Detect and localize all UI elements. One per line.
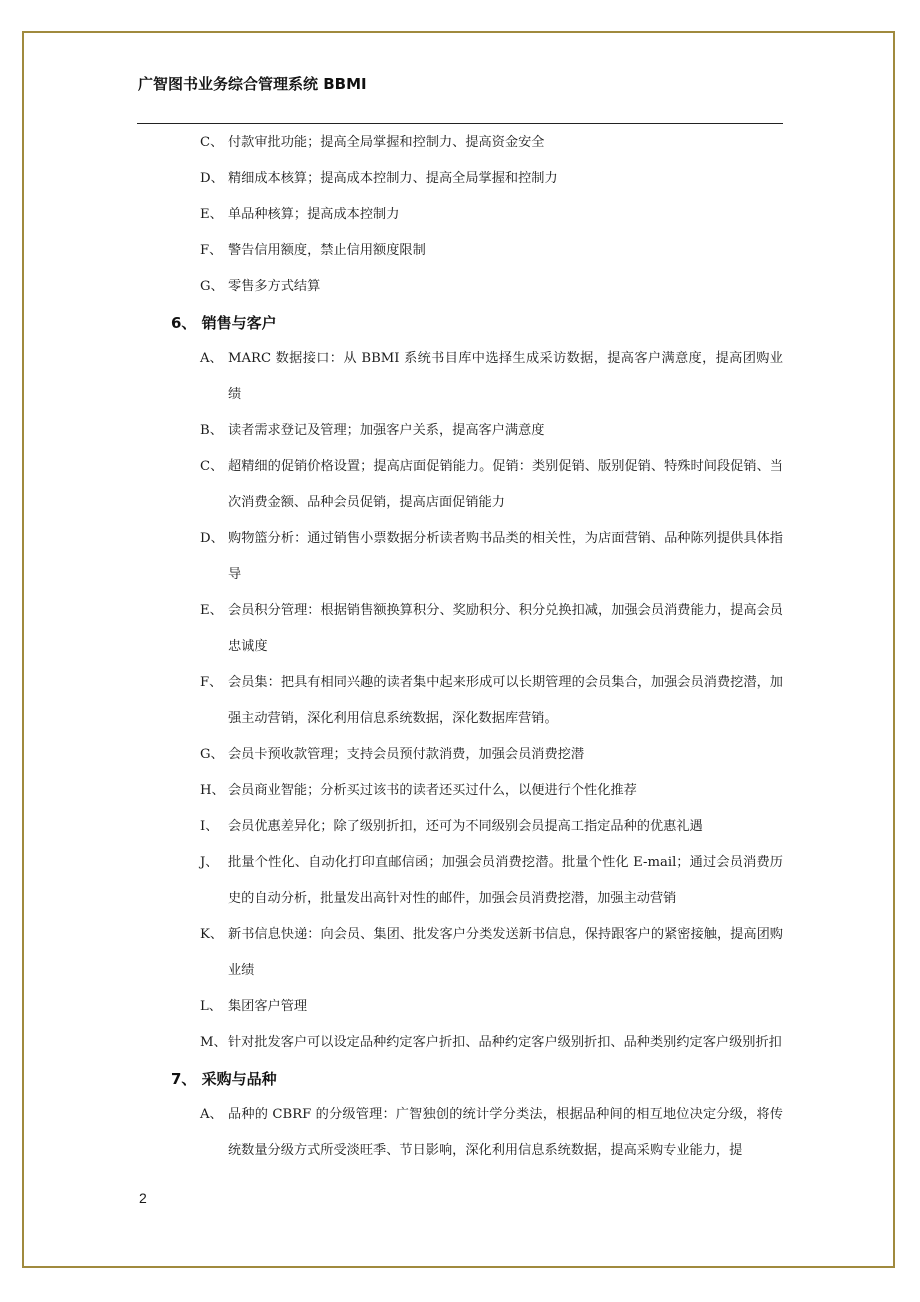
list-item (200, 1097, 783, 1169)
list-item-text: 会员集：把具有相同兴趣的读者集中起来形成可以长期管理的会员集合，加强会员消费挖潜，加强主动营销，深化利用信息系统数据，深化数据库营销。 (228, 675, 783, 726)
list-item-text: 超精细的促销价格设置；提高店面促销能力。促销：类别促销、版别促销、特殊时间段促销、当次消费金额、品种会员促销，提高店面促销能力 (228, 459, 783, 510)
list-item-marker: E、 (200, 207, 223, 222)
list-item-text: 新书信息快递：向会员、集团、批发客户分类发送新书信息，保持跟客户的紧密接触，提高团购业绩 (228, 927, 783, 978)
list-item (200, 413, 783, 449)
header-divider (137, 123, 783, 124)
list-item-marker: A、 (200, 1107, 223, 1122)
list-item-text: 会员商业智能；分析买过该书的读者还买过什么，以便进行个性化推荐 (228, 783, 637, 798)
list-item-marker: F、 (200, 243, 223, 258)
list-item-text: 品种的 CBRF 的分级管理：广智独创的统计学分类法，根据品种间的相互地位决定分级，将传统数量分级方式所受淡旺季、节日影响，深化利用信息系统数据，提高采购专业能力，提 (228, 1107, 783, 1158)
list-item-marker: B、 (200, 423, 223, 438)
list-item-text: 集团客户管理 (228, 999, 308, 1014)
list-item-text: 批量个性化、自动化打印直邮信函；加强会员消费挖潜。批量个性化 E-mail；通过会员消费历史的自动分析，批量发出高针对性的邮件，加强会员消费挖潜，加强主动营销 (228, 855, 783, 906)
list-item (200, 773, 783, 809)
list-item-marker: K、 (200, 927, 224, 942)
list-item-text: 付款审批功能；提高全局掌握和控制力、提高资金安全 (228, 135, 545, 150)
list-item-marker: G、 (200, 279, 224, 294)
list-item (200, 449, 783, 521)
list-item-marker: C、 (200, 135, 224, 150)
list-item (200, 161, 783, 197)
list-item-text: 单品种核算；提高成本控制力 (228, 207, 400, 222)
list-item (200, 521, 783, 593)
list-item-marker: D、 (200, 531, 224, 546)
list-item (200, 269, 783, 305)
list-item-marker: H、 (200, 783, 225, 798)
list-item (200, 737, 783, 773)
list-item-text: 精细成本核算；提高成本控制力、提高全局掌握和控制力 (228, 171, 558, 186)
document-body (0, 125, 920, 1169)
list-item-marker: J、 (200, 855, 219, 870)
list-item-text: 会员积分管理：根据销售额换算积分、奖励积分、积分兑换扣减，加强会员消费能力，提高会员忠诚度 (228, 603, 783, 654)
list-item-marker: L、 (200, 999, 222, 1014)
list-item (200, 593, 783, 665)
list-item-text: 会员优惠差异化；除了级别折扣，还可为不同级别会员提高工指定品种的优惠礼遇 (228, 819, 703, 834)
list-item-marker: A、 (200, 351, 223, 366)
list-item-marker: G、 (200, 747, 224, 762)
list-item-text: 针对批发客户可以设定品种约定客户折扣、品种约定客户级别折扣、品种类别约定客户级别折扣 (228, 1035, 782, 1050)
list-item-text: 购物篮分析：通过销售小票数据分析读者购书品类的相关性，为店面营销、品种陈列提供具体指导 (228, 531, 783, 582)
section-heading: 6、 销售与客户 (171, 314, 277, 332)
section-heading: 7、 采购与品种 (171, 1070, 277, 1088)
list-item (200, 845, 783, 917)
list-item (200, 341, 783, 413)
list-item-text: MARC 数据接口：从 BBMI 系统书目库中选择生成采访数据，提高客户满意度，提高团购业绩 (228, 351, 783, 402)
list-item (200, 989, 783, 1025)
list-item-marker: F、 (200, 675, 223, 690)
list-item (200, 665, 783, 737)
list-item-marker: I、 (200, 819, 219, 834)
list-item-marker: M、 (200, 1035, 227, 1050)
list-item-text: 读者需求登记及管理；加强客户关系，提高客户满意度 (228, 423, 545, 438)
list-item-text: 零售多方式结算 (228, 279, 321, 294)
list-item-marker: E、 (200, 603, 223, 618)
list-item (200, 197, 783, 233)
document-header-title: 广智图书业务综合管理系统 BBMI (138, 75, 367, 93)
list-item-text: 会员卡预收款管理；支持会员预付款消费，加强会员消费挖潜 (228, 747, 585, 762)
list-item-marker: D、 (200, 171, 224, 186)
list-item (200, 125, 783, 161)
list-item (200, 809, 783, 845)
list-item-marker: C、 (200, 459, 224, 474)
list-item-text: 警告信用额度，禁止信用额度限制 (228, 243, 426, 258)
list-item (200, 1025, 783, 1061)
list-item (200, 917, 783, 989)
page-number: 2 (139, 1190, 147, 1206)
list-item (200, 233, 783, 269)
